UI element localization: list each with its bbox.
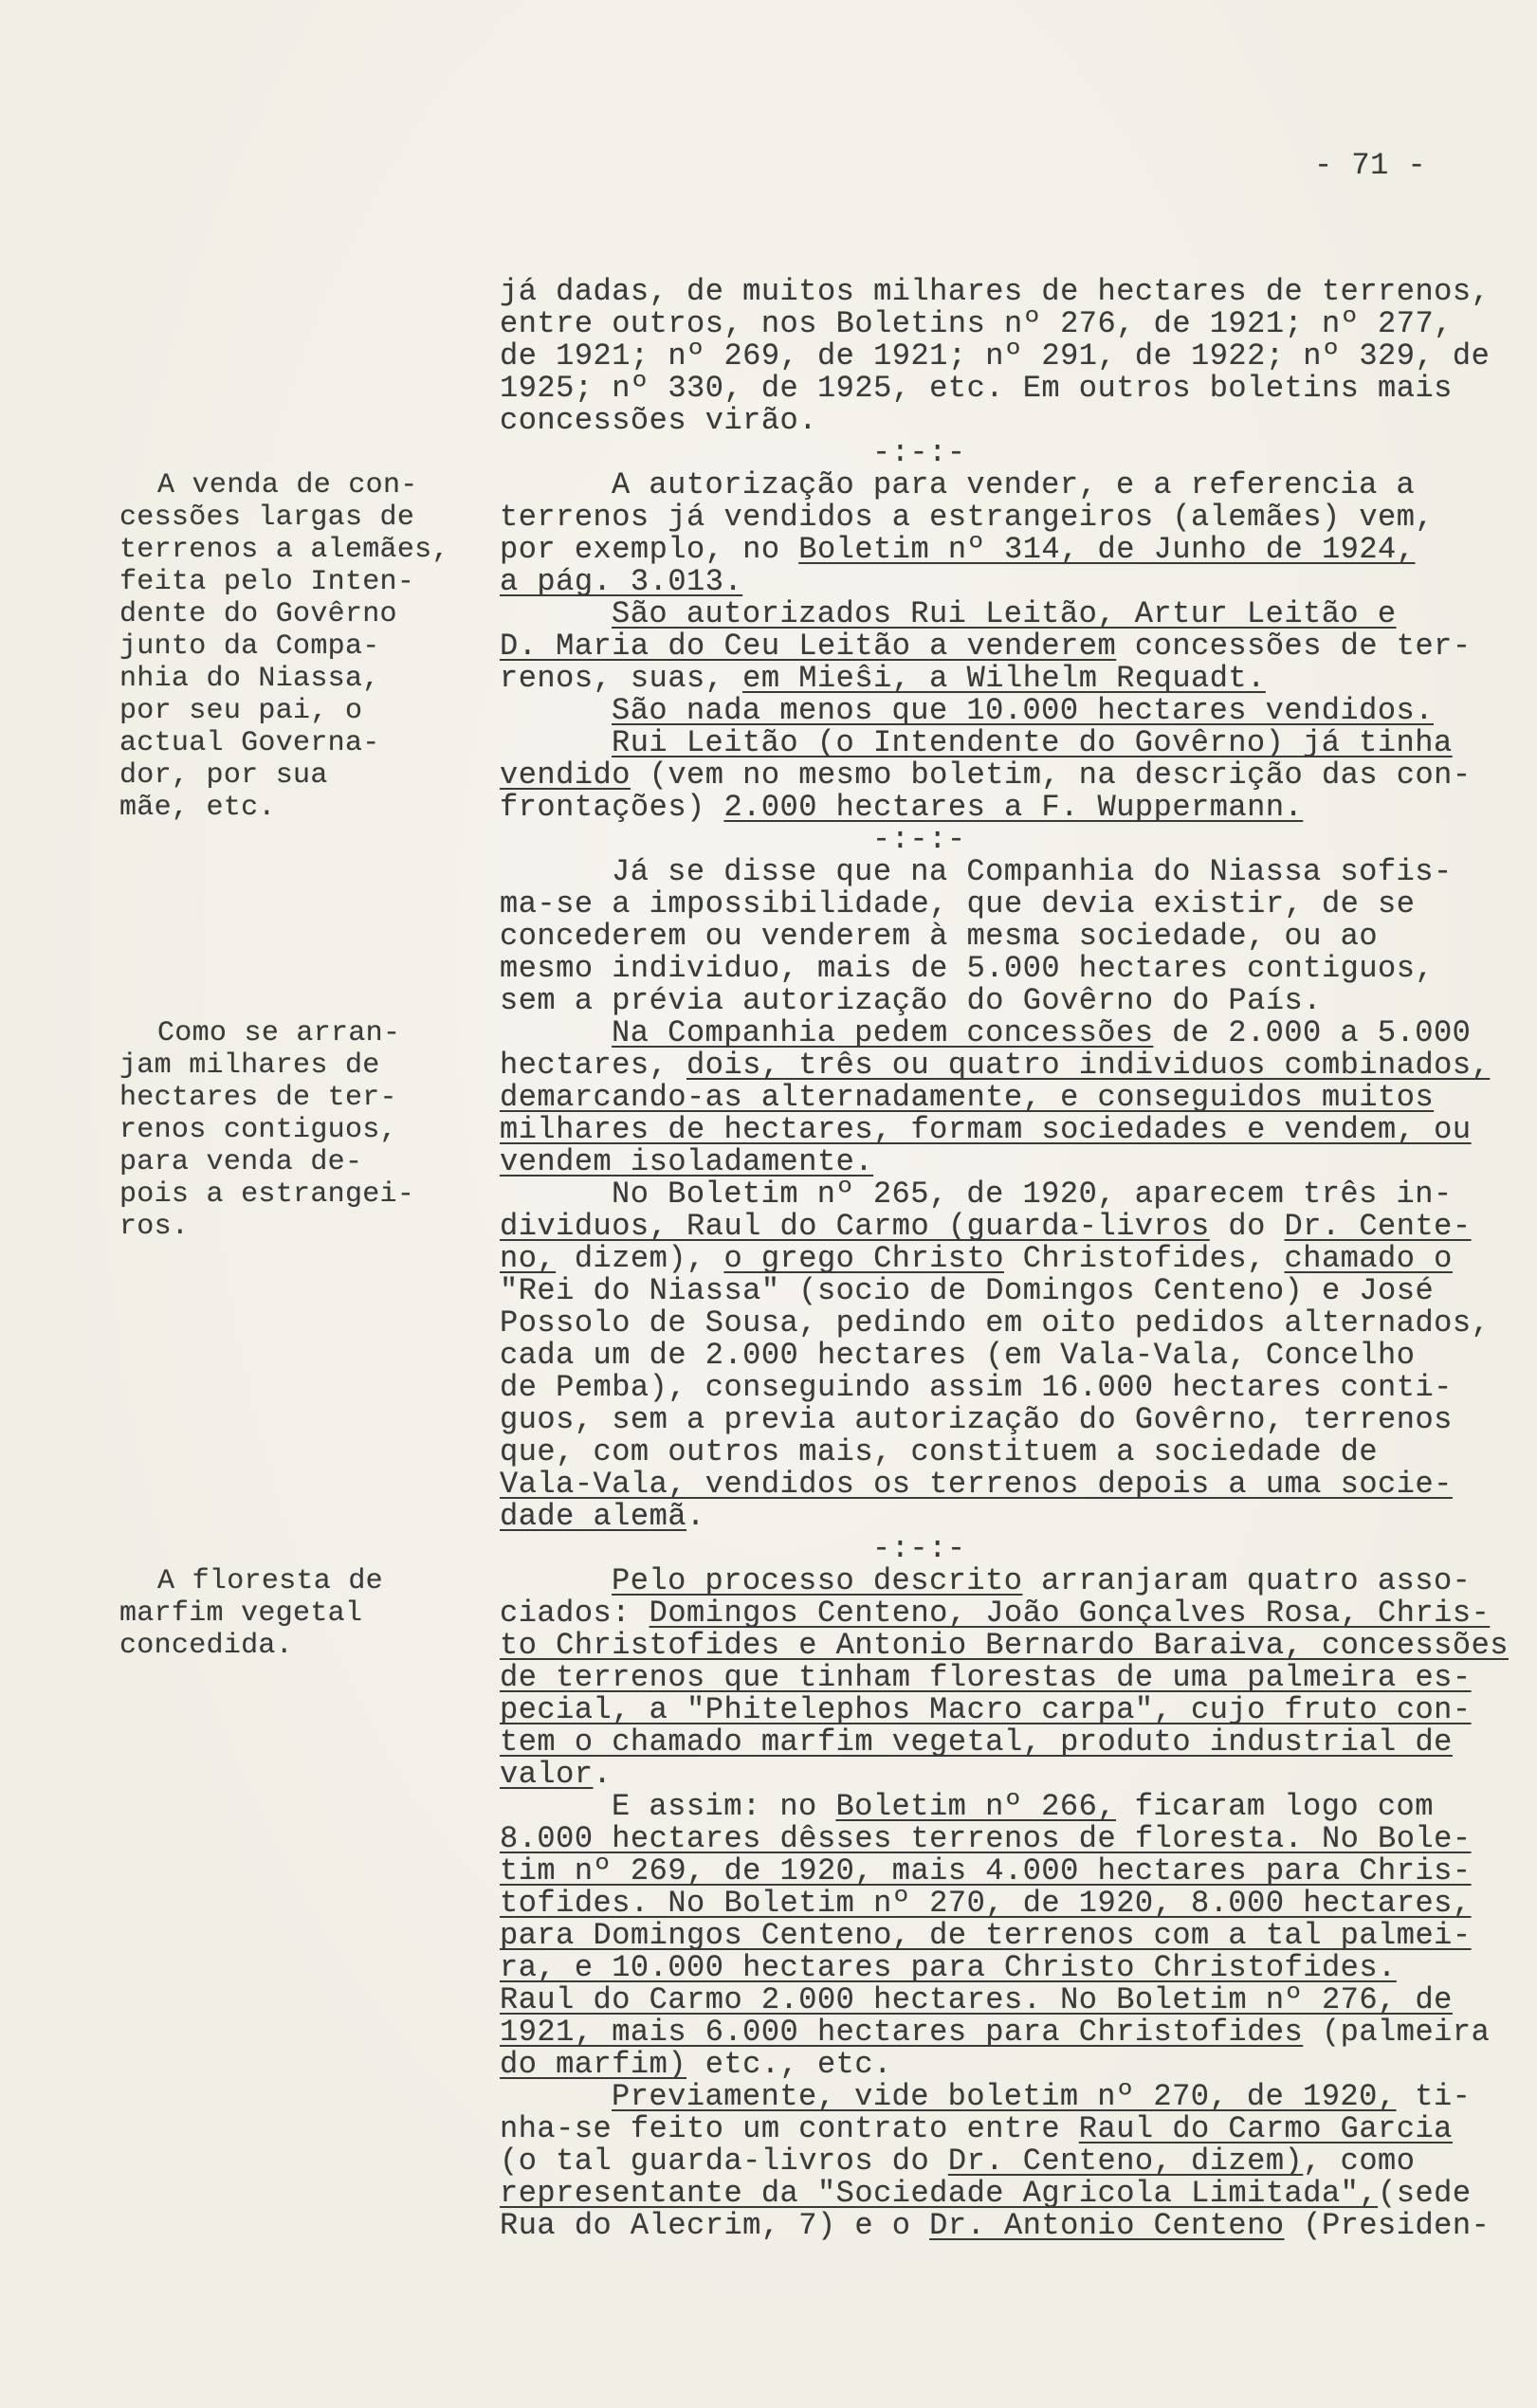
underlined-text: D. Maria do Ceu Leitão a venderem <box>500 629 1117 664</box>
page-number: - 71 - <box>1314 148 1427 183</box>
text-segment: dizem), <box>556 1241 724 1276</box>
underlined-text: dois, três ou quatro individuos combinados, <box>686 1048 1491 1083</box>
text-segment: por exemplo, no <box>500 532 799 567</box>
text-segment: que, com outros mais, constituem a sociedade de <box>500 1434 1379 1469</box>
text-line <box>500 373 1453 405</box>
margin-note-line: ros. <box>119 1211 190 1243</box>
text-line <box>500 1404 1453 1436</box>
text-segment: renos, suas, <box>500 661 743 696</box>
text-line <box>500 630 1472 663</box>
text-segment: (o tal guarda-livros do <box>500 2143 948 2179</box>
text-line <box>500 2210 1490 2242</box>
text-line <box>500 1694 1472 1726</box>
text-segment: (Presiden- <box>1284 2208 1491 2243</box>
underlined-text: vendem isoladamente. <box>500 1144 874 1179</box>
text-line <box>500 1823 1472 1855</box>
underlined-text: Previamente, vide boletim nº 270, de 1920, <box>612 2079 1397 2114</box>
margin-note-line: por seu pai, o <box>119 695 363 727</box>
text-segment: frontações) <box>500 790 724 825</box>
text-segment: No Boletim nº 265, de 1920, aparecem três in- <box>612 1177 1453 1212</box>
text-line <box>500 1501 705 1533</box>
underlined-text: o grego Christo <box>723 1241 1004 1276</box>
underlined-text: to Christofides e Antonio Bernardo Baraiva, concessões <box>500 1628 1509 1663</box>
text-line <box>500 2178 1472 2210</box>
underlined-text: dade alemã <box>500 1499 687 1534</box>
text-segment: "Rei do Niassa" (socio de Domingos Centeno) e José <box>500 1273 1435 1308</box>
margin-note-line: concedida. <box>119 1630 294 1662</box>
underlined-text: 1921, mais 6.000 hectares para Christofides <box>500 2015 1304 2050</box>
text-line <box>500 1726 1453 1759</box>
text-line <box>500 276 1490 308</box>
text-segment: hectares, <box>500 1048 687 1083</box>
text-line <box>500 566 742 598</box>
text-segment: , como <box>1303 2143 1416 2179</box>
margin-note-line: pois a estrangei- <box>119 1178 415 1211</box>
underlined-text: Pelo processo descrito <box>612 1563 1023 1598</box>
underlined-text: Dr. Antonio Centeno <box>929 2208 1285 2243</box>
text-line <box>500 1952 1397 1984</box>
text-line <box>500 953 1434 985</box>
text-line <box>500 308 1453 340</box>
text-segment: . <box>686 1499 705 1534</box>
underlined-text: Rui Leitão (o Intendente do Govêrno) já tinha <box>612 725 1453 760</box>
underlined-text: São autorizados Rui Leitão, Artur Leitão e <box>612 596 1397 631</box>
text-line <box>500 1275 1434 1307</box>
text-segment: ma-se a impossibilidade, que devia existir, de se <box>500 886 1416 921</box>
section-separator: -:-:- <box>872 822 966 857</box>
text-segment: etc., etc. <box>686 2047 892 2082</box>
text-line <box>612 1178 1453 1211</box>
text-segment: já dadas, de muitos milhares de hectares de terrenos, <box>500 274 1491 309</box>
margin-note-line: dor, por sua <box>119 759 328 792</box>
underlined-text: valor <box>500 1757 594 1792</box>
margin-note-line: cessões largas de <box>119 502 415 534</box>
underlined-text: no, <box>500 1241 557 1276</box>
text-line <box>500 1340 1415 1372</box>
text-line <box>500 1243 1453 1275</box>
text-line <box>500 2049 892 2081</box>
text-segment: de Pemba), conseguindo assim 16.000 hectares conti- <box>500 1370 1453 1405</box>
text-segment: sem a prévia autorização do Govêrno do País. <box>500 983 1322 1018</box>
text-line <box>500 1469 1453 1501</box>
text-segment: (palmeira <box>1303 2015 1491 2050</box>
text-segment: terrenos já vendidos a estrangeiros (alemães) vem, <box>500 500 1435 535</box>
text-line <box>500 1211 1472 1243</box>
text-line <box>612 695 1434 727</box>
text-line <box>500 921 1378 953</box>
underlined-text: do marfim) <box>500 2047 687 2082</box>
text-line <box>500 1146 873 1178</box>
underlined-text: Vala-Vala, vendidos os terrenos depois a uma socie- <box>500 1467 1453 1502</box>
text-line <box>500 759 1472 792</box>
text-line <box>500 1082 1434 1114</box>
text-line <box>612 856 1453 888</box>
underlined-text: milhares de hectares, formam sociedades e vendem, ou <box>500 1112 1472 1147</box>
text-segment: E assim: no <box>612 1789 836 1824</box>
margin-note-line: mãe, etc. <box>119 792 276 824</box>
margin-note-line: dente do Govêrno <box>119 598 397 630</box>
section-separator: -:-:- <box>872 1531 966 1566</box>
text-line <box>612 1565 1471 1597</box>
text-segment: concederem ou venderem à mesma sociedade, ou ao <box>500 919 1379 954</box>
text-segment: Já se disse que na Companhia do Niassa sofis- <box>612 854 1453 889</box>
text-segment: . <box>593 1757 613 1792</box>
text-segment: nha-se feito um contrato entre <box>500 2111 1079 2146</box>
text-segment: Possolo de Sousa, pedindo em oito pedidos alternados, <box>500 1305 1491 1341</box>
text-line <box>500 1759 612 1791</box>
underlined-text: dividuos, Raul do Carmo (guarda-livros <box>500 1209 1210 1244</box>
text-line <box>612 1017 1471 1049</box>
underlined-text: Raul do Carmo Garcia <box>1078 2111 1453 2146</box>
underlined-text: para Domingos Centeno, de terrenos com a tal palmei- <box>500 1918 1472 1953</box>
underlined-text: demarcando-as alternadamente, e conseguidos muitos <box>500 1080 1435 1115</box>
underlined-text: Dr. Cente- <box>1284 1209 1472 1244</box>
margin-note-line: junto da Compa- <box>119 630 380 663</box>
underlined-text: a pág. 3.013. <box>500 564 743 599</box>
text-segment: concessões virão. <box>500 403 817 438</box>
underlined-text: em Mieŝi, a Wilhelm Requadt. <box>742 661 1266 696</box>
text-line <box>500 1307 1490 1340</box>
margin-note-line: terrenos a alemães, <box>119 534 449 566</box>
text-line <box>500 1984 1453 2016</box>
text-line <box>500 1436 1378 1469</box>
text-line <box>500 1920 1472 1952</box>
text-line <box>612 1791 1434 1823</box>
text-segment: 1925; nº 330, de 1925, etc. Em outros boletins mais <box>500 371 1453 406</box>
text-line <box>500 663 1266 695</box>
underlined-text: de terrenos que tinham florestas de uma palmeira es- <box>500 1660 1472 1695</box>
text-line <box>500 2016 1490 2049</box>
underlined-text: Na Companhia pedem concessões <box>612 1015 1154 1050</box>
underlined-text: tofides. No Boletim nº 270, de 1920, 8.000 hectares, <box>500 1886 1472 1921</box>
text-line <box>500 888 1415 921</box>
margin-note-line: jam milhares de <box>119 1049 380 1082</box>
underlined-text: Dr. Centeno, dizem) <box>947 2143 1304 2179</box>
text-line <box>612 469 1415 502</box>
text-segment: ficaram logo com <box>1115 1789 1434 1824</box>
text-segment: de 2.000 a 5.000 <box>1153 1015 1472 1050</box>
margin-note-line: actual Governa- <box>119 727 380 759</box>
text-segment: do <box>1209 1209 1285 1244</box>
text-line <box>500 1662 1472 1694</box>
text-line <box>500 534 1415 566</box>
text-line <box>500 1114 1472 1146</box>
underlined-text: pecial, a "Phitelephos Macro carpa", cujo fruto con- <box>500 1692 1472 1727</box>
text-segment: arranjaram quatro asso- <box>1022 1563 1472 1598</box>
text-segment: mesmo individuo, mais de 5.000 hectares contiguos, <box>500 951 1435 986</box>
text-segment: (vem no mesmo boletim, na descrição das con- <box>630 757 1472 793</box>
text-line <box>500 1372 1453 1404</box>
margin-note-line: feita pelo Inten- <box>119 566 415 598</box>
margin-note-line: para venda de- <box>119 1146 363 1178</box>
text-line <box>500 2145 1415 2178</box>
margin-note-line: Como se arran- <box>157 1017 401 1049</box>
margin-note-line: A floresta de <box>157 1565 383 1597</box>
margin-note-line: renos contiguos, <box>119 1114 397 1146</box>
text-line <box>500 985 1322 1017</box>
underlined-text: Boletim nº 314, de Junho de 1924, <box>798 532 1416 567</box>
margin-note-line: nhia do Niassa, <box>119 663 380 695</box>
text-segment: entre outros, nos Boletins nº 276, de 1921; nº 277, <box>500 306 1453 341</box>
text-segment: ti- <box>1396 2079 1472 2114</box>
text-line <box>500 1630 1509 1662</box>
text-line <box>500 405 817 437</box>
text-line <box>500 1855 1472 1888</box>
text-line <box>612 598 1397 630</box>
text-line <box>612 2081 1471 2113</box>
underlined-text: tem o chamado marfim vegetal, produto industrial de <box>500 1724 1453 1760</box>
text-line <box>500 1049 1490 1082</box>
text-line <box>612 727 1453 759</box>
text-segment: guos, sem a previa autorização do Govêrno, terrenos <box>500 1402 1453 1437</box>
text-segment: (sede <box>1378 2176 1472 2211</box>
underlined-text: chamado o <box>1284 1241 1453 1276</box>
margin-note-line: hectares de ter- <box>119 1082 397 1114</box>
text-line <box>500 1597 1490 1630</box>
text-segment: concessões de ter- <box>1116 629 1472 664</box>
text-line <box>500 2113 1453 2145</box>
underlined-text: ra, e 10.000 hectares para Christo Christofides. <box>500 1950 1397 1985</box>
underlined-text: vendido <box>500 757 631 793</box>
text-line <box>500 502 1434 534</box>
underlined-text: representante da "Sociedade Agricola Limitada", <box>500 2176 1379 2211</box>
margin-note-line: A venda de con- <box>157 469 418 502</box>
underlined-text: 8.000 hectares dêsses terrenos de floresta. No Bole- <box>500 1821 1472 1856</box>
text-line <box>500 792 1303 824</box>
text-segment: A autorização para vender, e a referencia a <box>612 467 1416 502</box>
text-segment: de 1921; nº 269, de 1921; nº 291, de 1922; nº 329, de <box>500 338 1491 374</box>
text-segment: ciados: <box>500 1596 650 1631</box>
underlined-text: Domingos Centeno, João Gonçalves Rosa, Chris- <box>649 1596 1491 1631</box>
underlined-text: Boletim nº 266, <box>835 1789 1116 1824</box>
text-line <box>500 1888 1472 1920</box>
section-separator: -:-:- <box>872 435 966 470</box>
text-segment: Christofides, <box>1003 1241 1285 1276</box>
text-line <box>500 340 1490 373</box>
underlined-text: tim nº 269, de 1920, mais 4.000 hectares para Chris- <box>500 1853 1472 1888</box>
underlined-text: 2.000 hectares a F. Wuppermann. <box>723 790 1304 825</box>
text-segment: cada um de 2.000 hectares (em Vala-Vala, Concelho <box>500 1338 1416 1373</box>
underlined-text: Raul do Carmo 2.000 hectares. No Boletim nº 276, de <box>500 1982 1453 2017</box>
underlined-text: São nada menos que 10.000 hectares vendidos. <box>612 693 1434 728</box>
margin-note-line: marfim vegetal <box>119 1597 363 1630</box>
text-segment: Rua do Alecrim, 7) e o <box>500 2208 930 2243</box>
